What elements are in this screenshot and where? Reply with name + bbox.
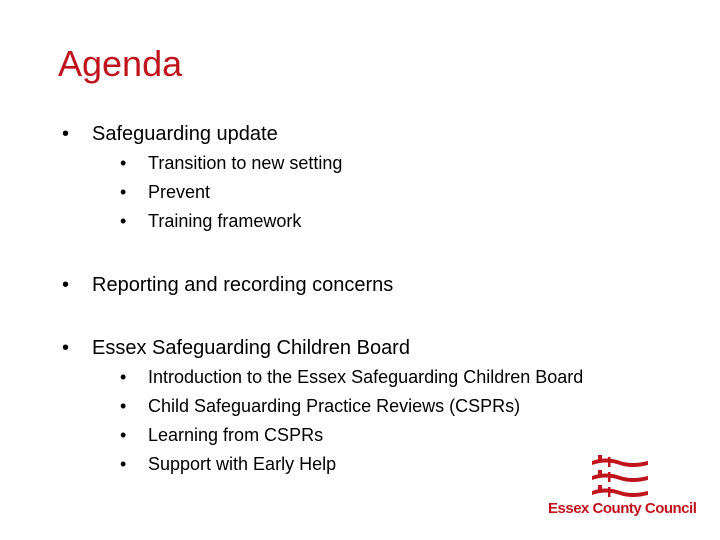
bullet: • xyxy=(120,182,127,202)
agenda-subitem-label: Support with Early Help xyxy=(148,454,337,474)
bullet: • xyxy=(120,211,127,231)
agenda-item-label: Reporting and recording concerns xyxy=(92,274,394,296)
agenda-item-label: Essex Safeguarding Children Board xyxy=(92,337,410,359)
agenda-subitem-label: Training framework xyxy=(148,211,302,231)
agenda-subitem-label: Learning from CSPRs xyxy=(148,425,324,445)
agenda-subitem-label: Child Safeguarding Practice Reviews (CSPRs) xyxy=(148,396,521,416)
bullet: • xyxy=(120,454,127,474)
agenda-subitem-label: Prevent xyxy=(148,182,211,202)
bullet: • xyxy=(120,367,127,387)
bullet: • xyxy=(62,274,70,296)
slide-title: Agenda xyxy=(58,43,183,84)
agenda-item-label: Safeguarding update xyxy=(92,123,278,145)
bullet: • xyxy=(120,425,127,445)
bullet: • xyxy=(62,337,70,359)
essex-county-council-logo xyxy=(548,452,698,524)
bullet: • xyxy=(120,153,127,173)
bullet: • xyxy=(120,396,127,416)
agenda-subitem-label: Transition to new setting xyxy=(148,153,343,173)
logo-name: Essex County Council xyxy=(548,500,697,517)
three-seaxes-emblem-icon xyxy=(576,452,686,502)
bullet: • xyxy=(62,123,70,145)
agenda-subitem-label: Introduction to the Essex Safeguarding Children Board xyxy=(148,367,584,387)
